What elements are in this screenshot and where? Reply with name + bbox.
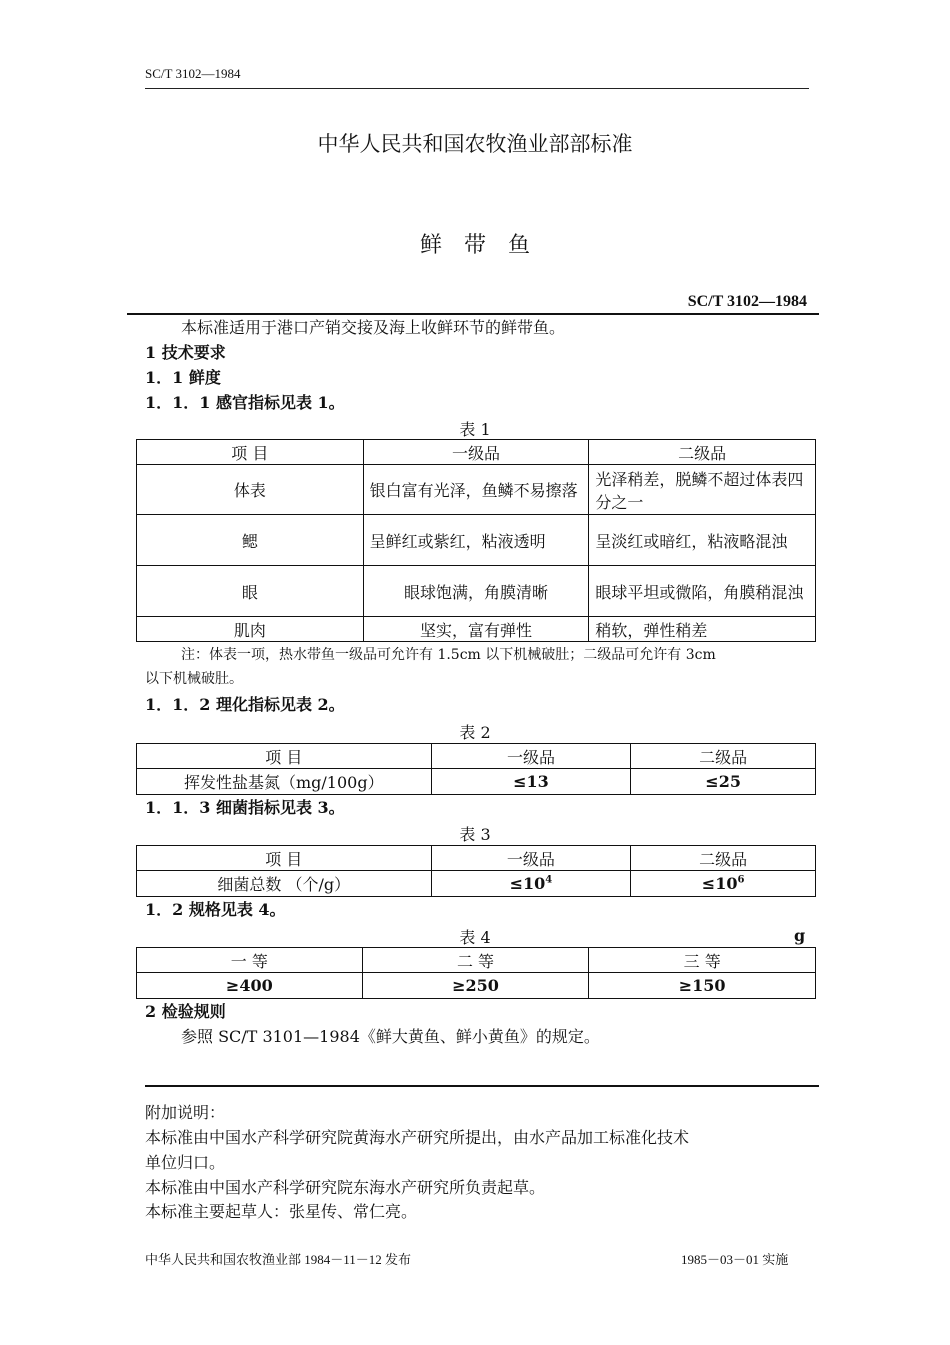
addendum-rule: [145, 1085, 819, 1087]
table-1-note-cont: 以下机械破肚。: [145, 671, 243, 687]
header-cell: 一级品: [431, 846, 631, 871]
table-row: [137, 566, 816, 617]
addendum-line: 单位归口。: [145, 1153, 226, 1172]
scope-paragraph: 本标准适用于港口产销交接及海上收鲜环节的鲜带鱼。: [181, 318, 566, 337]
header-cell: 三 等: [589, 948, 816, 973]
item-cell: 鳃: [137, 515, 364, 566]
grade1-cell: [431, 871, 631, 897]
table-row: [137, 769, 816, 795]
table-4-caption: 表 4: [459, 928, 491, 947]
item-cell: 眼: [137, 566, 364, 617]
section-1-1-2-heading: 1．1．2 理化指标见表 2。: [145, 695, 345, 714]
header-cell: 二级品: [589, 440, 816, 465]
grade1-cell: 眼球饱满，角膜清晰: [363, 566, 589, 617]
header-cell: 二 等: [362, 948, 589, 973]
effective-date: 1985－03－01 实施: [681, 1252, 789, 1267]
header-cell: 二级品: [631, 744, 816, 769]
grade1-cell: 呈鲜红或紫红，粘液透明: [363, 515, 589, 566]
addendum-title: 附加说明：: [145, 1103, 226, 1122]
header-cell: 一级品: [363, 440, 589, 465]
grade2-cell: 眼球平坦或微陷，角膜稍混浊: [589, 566, 816, 617]
section-1-1-1-heading: 1．1．1 感官指标见表 1。: [145, 393, 345, 412]
table-header-row: [137, 440, 816, 465]
item-cell: 细菌总数 （个/g）: [137, 871, 432, 897]
code-rule: [127, 313, 819, 315]
item-cell: 肌肉: [137, 617, 364, 642]
addendum-line: 本标准由中国水产科学研究院黄海水产研究所提出，由水产品加工标准化技术: [145, 1128, 690, 1147]
table-row: [137, 973, 816, 999]
value-base: ≤10: [701, 874, 738, 893]
table-1-note: 注：体表一项，热水带鱼一级品可允许有 1.5cm 以下机械破肚；二级品可允许有 3cm: [181, 647, 716, 663]
header-cell: 项 目: [137, 744, 432, 769]
issuing-authority-title: 中华人民共和国农牧渔业部部标准: [317, 132, 633, 156]
item-cell: 挥发性盐基氮（mg/100g）: [137, 769, 432, 795]
grade3-cell: ≥150: [589, 973, 816, 999]
running-header: SC/T 3102—1984: [145, 66, 241, 81]
grade1-cell: ≤13: [431, 769, 631, 795]
addendum-line: 本标准主要起草人：张星传、常仁亮。: [145, 1202, 418, 1221]
table-3-bacteria: [136, 845, 816, 897]
table-header-row: [137, 846, 816, 871]
section-1-2-heading: 1．2 规格见表 4。: [145, 900, 286, 919]
table-2-chemical: [136, 743, 816, 795]
value-exponent: 4: [545, 874, 553, 886]
grade2-cell: ≥250: [362, 973, 589, 999]
section-1-heading: 1 技术要求: [145, 343, 226, 362]
grade2-cell: ≤25: [631, 769, 816, 795]
grade2-cell: [631, 871, 816, 897]
value-base: ≤10: [509, 874, 546, 893]
grade1-cell: 坚实，富有弹性: [363, 617, 589, 642]
table-2-caption: 表 2: [459, 723, 491, 742]
table-3-caption: 表 3: [459, 825, 491, 844]
header-rule: [145, 88, 809, 89]
table-4-unit: g: [794, 926, 806, 945]
addendum-line: 本标准由中国水产科学研究院东海水产研究所负责起草。: [145, 1178, 546, 1197]
table-header-row: [137, 744, 816, 769]
item-cell: 体表: [137, 465, 364, 515]
document-title: 鲜带鱼: [419, 233, 552, 258]
grade2-cell: 光泽稍差，脱鳞不超过体表四分之一: [589, 465, 816, 515]
table-header-row: [137, 948, 816, 973]
grade2-cell: 稍软，弹性稍差: [589, 617, 816, 642]
section-1-1-3-heading: 1．1．3 细菌指标见表 3。: [145, 798, 345, 817]
table-4-specification: [136, 947, 816, 999]
section-2-text: 参照 SC/T 3101—1984《鲜大黄鱼、鲜小黄鱼》的规定。: [181, 1027, 600, 1046]
header-cell: 项 目: [137, 846, 432, 871]
table-1-sensory: [136, 439, 816, 642]
header-cell: 二级品: [631, 846, 816, 871]
grade1-cell: ≥400: [137, 973, 363, 999]
table-row: [137, 617, 816, 642]
value-exponent: 6: [737, 874, 745, 886]
grade2-cell: 呈淡红或暗红，粘液略混浊: [589, 515, 816, 566]
grade1-cell: 银白富有光泽，鱼鳞不易擦落: [363, 465, 589, 515]
header-cell: 一 等: [137, 948, 363, 973]
header-cell: 一级品: [431, 744, 631, 769]
table-row: [137, 871, 816, 897]
table-1-caption: 表 1: [459, 420, 491, 439]
section-1-1-heading: 1．1 鲜度: [145, 368, 221, 387]
standard-code: SC/T 3102—1984: [687, 293, 807, 310]
table-row: [137, 515, 816, 566]
issue-date: 中华人民共和国农牧渔业部 1984－11－12 发布: [145, 1252, 412, 1267]
header-cell: 项 目: [137, 440, 364, 465]
section-2-heading: 2 检验规则: [145, 1002, 226, 1021]
table-row: [137, 465, 816, 515]
